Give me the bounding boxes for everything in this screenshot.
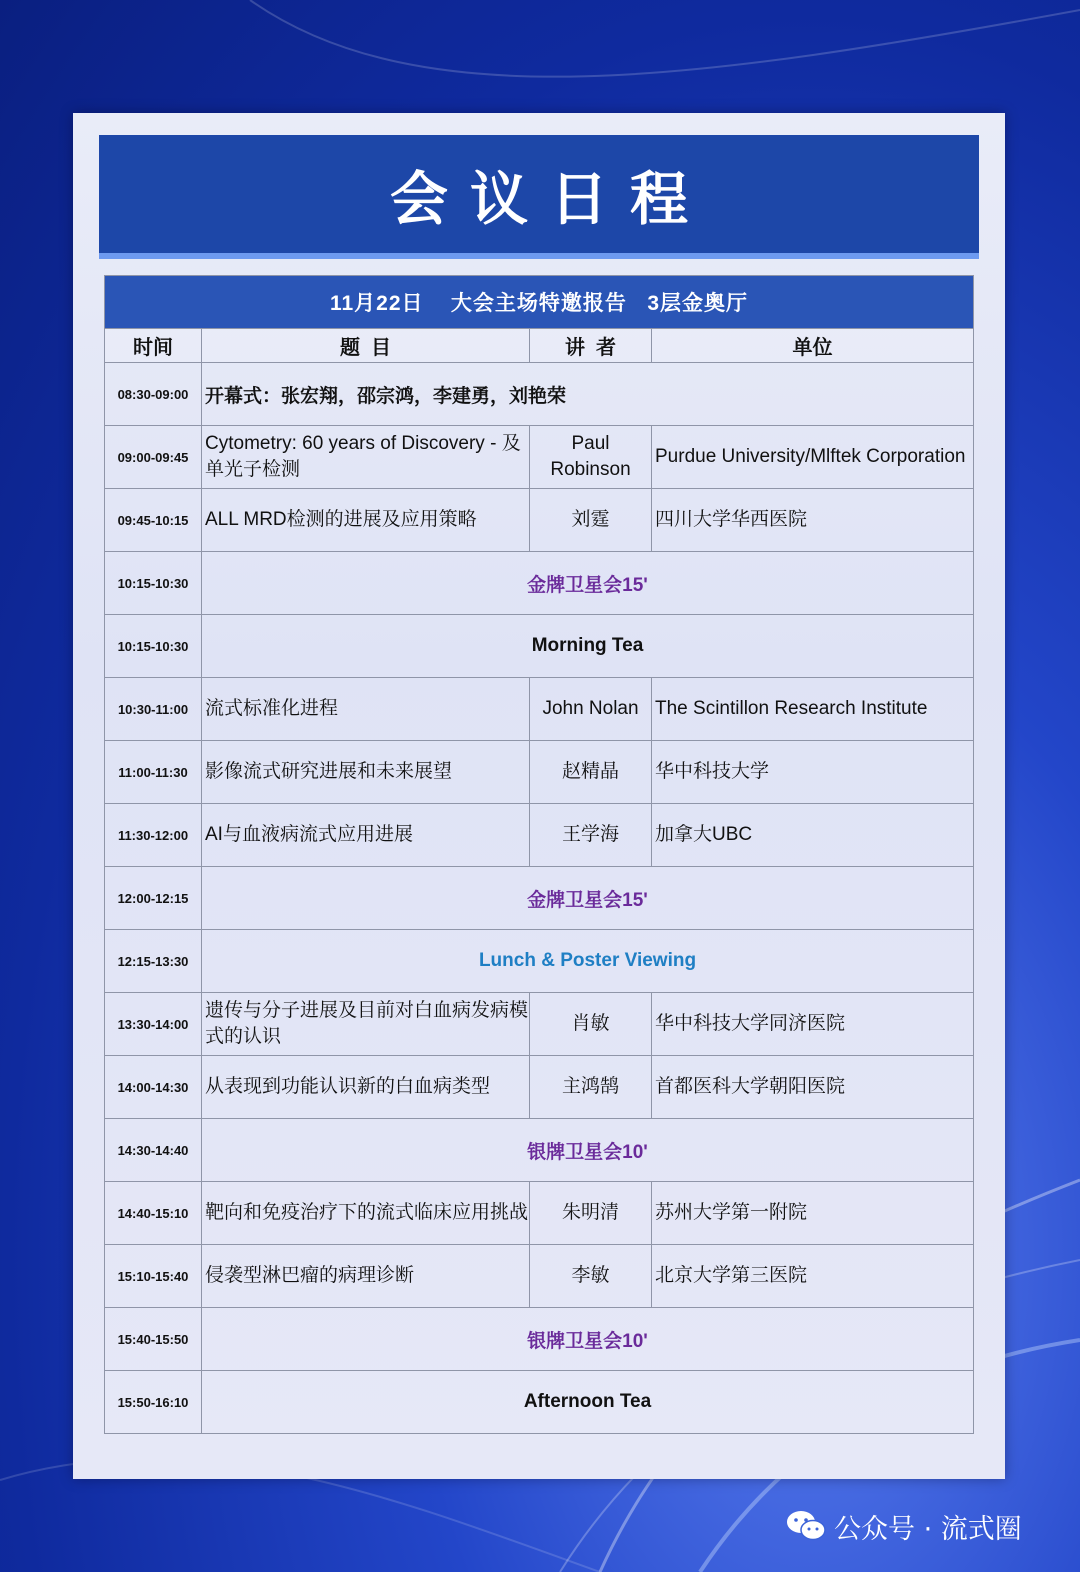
row-time: 11:00-11:30	[105, 741, 202, 804]
row-topic: 从表现到功能认识新的白血病类型	[202, 1056, 530, 1119]
schedule-card	[73, 113, 1005, 1479]
row-speaker: John Nolan	[530, 678, 652, 741]
schedule-row	[105, 363, 974, 426]
session-heading: 11月22日 大会主场特邀报告 3层金奥厅	[105, 276, 974, 329]
col-header-speaker: 讲 者	[530, 329, 652, 363]
row-organization: 加拿大UBC	[652, 804, 974, 867]
row-time: 12:00-12:15	[105, 867, 202, 930]
row-organization: 苏州大学第一附院	[652, 1182, 974, 1245]
row-speaker: 李敏	[530, 1245, 652, 1308]
schedule-row	[105, 930, 974, 993]
row-time: 10:15-10:30	[105, 615, 202, 678]
row-topic: 遗传与分子进展及目前对白血病发病模式的认识	[202, 993, 530, 1056]
row-time: 11:30-12:00	[105, 804, 202, 867]
schedule-row	[105, 804, 974, 867]
row-time: 12:15-13:30	[105, 930, 202, 993]
row-organization: 北京大学第三医院	[652, 1245, 974, 1308]
session-heading-row	[105, 276, 974, 329]
schedule-row	[105, 867, 974, 930]
row-satellite-session: 金牌卫星会15'	[202, 552, 974, 615]
watermark	[786, 1506, 1022, 1546]
schedule-table	[104, 275, 974, 1434]
row-topic: ALL MRD检测的进展及应用策略	[202, 489, 530, 552]
row-organization: 首都医科大学朝阳医院	[652, 1056, 974, 1119]
row-topic: 靶向和免疫治疗下的流式临床应用挑战	[202, 1182, 530, 1245]
schedule-row	[105, 993, 974, 1056]
watermark-text: 公众号 · 流式圈	[834, 1513, 1022, 1545]
schedule-row	[105, 1308, 974, 1371]
row-break: Afternoon Tea	[202, 1371, 974, 1434]
row-time: 13:30-14:00	[105, 993, 202, 1056]
row-lunch: Lunch & Poster Viewing	[202, 930, 974, 993]
row-organization: 华中科技大学	[652, 741, 974, 804]
row-topic: 流式标准化进程	[202, 678, 530, 741]
schedule-row	[105, 1371, 974, 1434]
col-header-org: 单位	[652, 329, 974, 363]
schedule-row	[105, 1119, 974, 1182]
schedule-row	[105, 1182, 974, 1245]
row-time: 15:50-16:10	[105, 1371, 202, 1434]
row-time: 14:00-14:30	[105, 1056, 202, 1119]
schedule-row	[105, 489, 974, 552]
row-time: 09:00-09:45	[105, 426, 202, 489]
row-organization: Purdue University/Mlftek Corporation	[652, 426, 974, 489]
page-title: 会议日程	[389, 165, 710, 233]
row-time: 14:40-15:10	[105, 1182, 202, 1245]
row-topic: 影像流式研究进展和未来展望	[202, 741, 530, 804]
row-break: Morning Tea	[202, 615, 974, 678]
row-satellite-session: 银牌卫星会10'	[202, 1308, 974, 1371]
row-speaker: 赵精晶	[530, 741, 652, 804]
row-speaker: 主鸿鹄	[530, 1056, 652, 1119]
schedule-row	[105, 552, 974, 615]
row-opening: 开幕式：张宏翔，邵宗鸿，李建勇，刘艳荣	[202, 363, 974, 426]
row-time: 15:10-15:40	[105, 1245, 202, 1308]
row-topic: Cytometry: 60 years of Discovery - 及单光子检测	[202, 426, 530, 489]
schedule-row	[105, 741, 974, 804]
title-banner	[99, 135, 979, 259]
row-topic: 侵袭型淋巴瘤的病理诊断	[202, 1245, 530, 1308]
row-speaker: 朱明清	[530, 1182, 652, 1245]
col-header-time: 时间	[105, 329, 202, 363]
row-time: 10:30-11:00	[105, 678, 202, 741]
row-organization: The Scintillon Research Institute	[652, 678, 974, 741]
row-time: 14:30-14:40	[105, 1119, 202, 1182]
schedule-row	[105, 1056, 974, 1119]
col-header-topic: 题 目	[202, 329, 530, 363]
schedule-row	[105, 426, 974, 489]
schedule-row	[105, 1245, 974, 1308]
row-time: 08:30-09:00	[105, 363, 202, 426]
row-speaker: 肖敏	[530, 993, 652, 1056]
row-speaker: 王学海	[530, 804, 652, 867]
wechat-icon	[786, 1509, 826, 1543]
row-time: 09:45-10:15	[105, 489, 202, 552]
row-satellite-session: 金牌卫星会15'	[202, 867, 974, 930]
schedule-row	[105, 615, 974, 678]
row-time: 10:15-10:30	[105, 552, 202, 615]
row-time: 15:40-15:50	[105, 1308, 202, 1371]
row-satellite-session: 银牌卫星会10'	[202, 1119, 974, 1182]
row-speaker: Paul Robinson	[530, 426, 652, 489]
row-topic: AI与血液病流式应用进展	[202, 804, 530, 867]
row-organization: 四川大学华西医院	[652, 489, 974, 552]
column-header-row	[105, 329, 974, 363]
row-speaker: 刘霆	[530, 489, 652, 552]
row-organization: 华中科技大学同济医院	[652, 993, 974, 1056]
schedule-row	[105, 678, 974, 741]
